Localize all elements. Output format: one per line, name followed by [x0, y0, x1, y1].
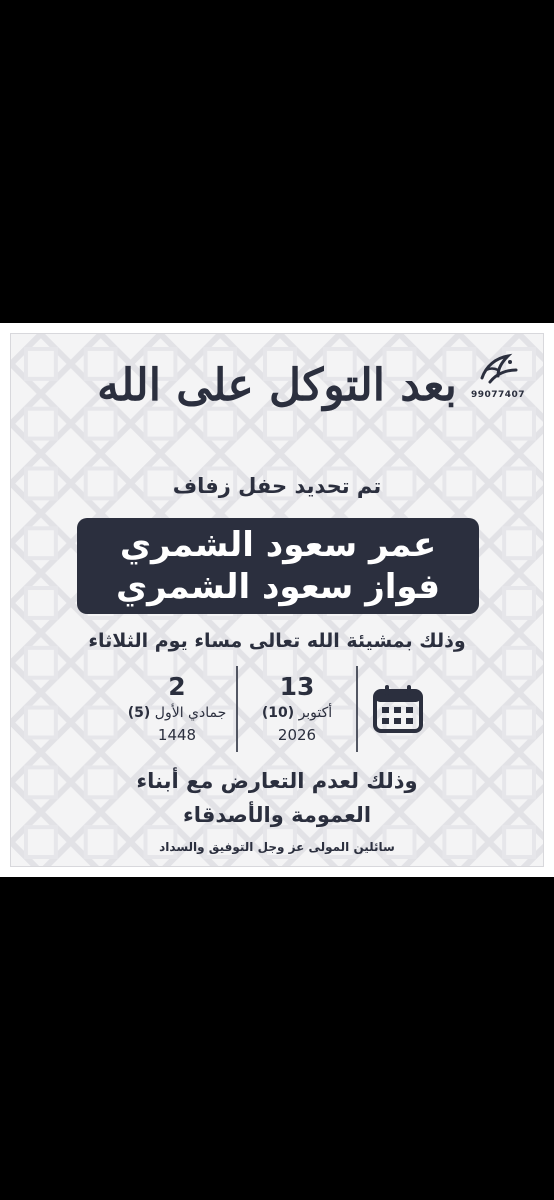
gregorian-day: 13	[279, 672, 315, 701]
calendar-icon	[372, 683, 424, 735]
date-divider-1	[356, 666, 358, 752]
hijri-month-number: (5)	[127, 705, 151, 721]
calendar-cell	[358, 665, 438, 753]
hijri-year: 1448	[157, 726, 197, 744]
gregorian-date	[238, 665, 356, 753]
date-row	[41, 662, 515, 756]
gregorian-month	[262, 702, 332, 724]
note-text	[11, 764, 543, 832]
hijri-month	[128, 702, 226, 724]
hijri-day: 2	[168, 672, 186, 701]
invitation-panel	[10, 333, 544, 867]
hijri-date	[118, 665, 236, 753]
date-divider-2	[236, 666, 238, 752]
hijri-month-name: جمادي الأول	[154, 705, 227, 721]
groom-name-2: فواز سعود الشمري	[116, 567, 440, 607]
opening-calligraphy: بعد التوكل على الله	[97, 360, 457, 411]
logo-phone-number: 99077407	[470, 390, 526, 400]
announcement-text: تم تحديد حفل زفاف	[172, 474, 382, 498]
footer-prayer: سائلين المولى عز وجل التوفيق والسداد	[159, 840, 395, 854]
names-box	[77, 518, 479, 614]
gregorian-month-name: أكتوبر	[298, 705, 333, 721]
note-line-1: وذلك لعدم التعارض مع أبناء	[136, 769, 418, 793]
groom-name-1: عمر سعود الشمري	[119, 525, 437, 565]
gregorian-month-number: (10)	[261, 705, 295, 721]
event-time-text: وذلك بمشيئة الله تعالى مساء يوم الثلاثاء	[88, 630, 466, 652]
note-line-2: العمومة والأصدقاء	[182, 803, 372, 827]
gregorian-year: 2026	[277, 726, 317, 744]
invitation-card	[0, 323, 554, 877]
